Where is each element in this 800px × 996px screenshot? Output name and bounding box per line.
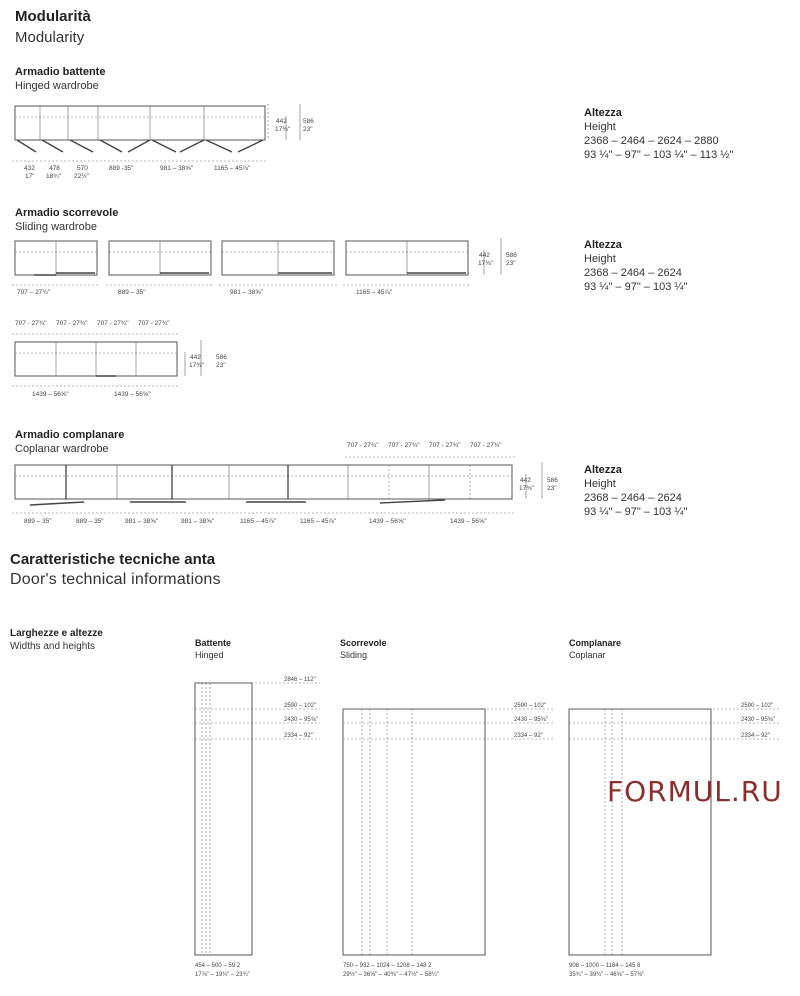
coplanar-depth-b-in: 23" [547, 485, 557, 492]
hinged-width-432: 432 [24, 165, 35, 172]
sliding-door-title-it: Scorrevole [340, 638, 387, 648]
coplanar-heights-mm: 2368 – 2464 – 2624 [584, 492, 682, 504]
sliding-depth-b: 586 [506, 252, 517, 259]
sliding-door-level-1: 2590 – 102" [514, 703, 547, 709]
coplanar-door-elevation [569, 709, 780, 955]
sliding-bottom-width-2: 1439 – 56⅝" [114, 391, 151, 398]
sliding-wardrobe-plans [12, 238, 501, 386]
sliding-depth-b-in: 23" [506, 260, 516, 267]
coplanar-top-width-2: 707 - 27¾" [388, 442, 420, 449]
coplanar-wardrobe-plan [12, 457, 542, 513]
sliding-bottom-width-1: 1439 – 56⅝" [32, 391, 69, 398]
sliding-heights-in: 93 ¼" – 97" – 103 ¼" [584, 281, 688, 293]
sliding-top-width-2: 707 - 27¾" [56, 320, 88, 327]
coplanar-width-3: 981 – 38⅝" [125, 518, 159, 525]
sliding4-depth-a-in: 17⅜" [189, 362, 204, 369]
modularity-title-en: Modularity [15, 29, 85, 46]
hinged-wardrobe-plan [12, 104, 300, 161]
sliding-depth-a-in: 17⅜" [478, 260, 493, 267]
sliding-title-en: Sliding wardrobe [15, 221, 97, 233]
coplanar-door-level-1: 2590 – 102" [741, 703, 774, 709]
sliding-door-widths-mm: 750 – 932 – 1024 – 1208 – 148 2 [343, 963, 432, 969]
sliding-door-level-3: 2334 – 92" [514, 733, 543, 739]
coplanar-title-it: Armadio complanare [15, 429, 125, 441]
coplanar-width-6: 1165 – 45⅞" [300, 518, 337, 525]
hinged-depth-a: 442 [276, 118, 287, 125]
sliding-door-widths-in: 29½" – 36⅝" – 40⅜" – 47½" – 58¼" [343, 972, 439, 978]
coplanar-door-title-en: Coplanar [569, 650, 606, 660]
hinged-door-title-it: Battente [195, 638, 232, 648]
coplanar-height-label-it: Altezza [584, 464, 622, 476]
coplanar-door-level-3: 2334 – 92" [741, 733, 770, 739]
sliding-width-707: 707 – 27¾" [17, 289, 51, 296]
hinged-depth-a-in: 17⅜" [275, 126, 290, 133]
widths-heights-title-it: Larghezze e altezze [10, 628, 103, 639]
hinged-heights-mm: 2368 – 2464 – 2624 – 2880 [584, 135, 719, 147]
coplanar-depth-a-in: 17⅜" [519, 485, 534, 492]
hinged-door-level-1: 2846 – 112" [284, 677, 316, 683]
coplanar-width-5: 1165 – 45⅞" [240, 518, 277, 525]
coplanar-heights-in: 93 ¼" – 97" – 103 ¼" [584, 506, 688, 518]
sliding4-depth-a: 442 [190, 354, 201, 361]
coplanar-width-4: 981 – 38⅝" [181, 518, 215, 525]
sliding-width-981: 981 – 38⅝" [230, 289, 264, 296]
hinged-depth-b-in: 23" [303, 126, 313, 133]
watermark: FORMUL.RU [607, 775, 783, 808]
sliding-height-label-en: Height [584, 253, 616, 265]
hinged-door-level-3: 2430 – 95⅝" [284, 717, 318, 723]
hinged-depth-b: 586 [303, 118, 314, 125]
hinged-door-widths-mm: 454 – 500 – 59 2 [195, 963, 241, 969]
sliding-width-1165: 1165 – 45⅞" [356, 289, 393, 296]
coplanar-title-en: Coplanar wardrobe [15, 443, 109, 455]
technical-title-en: Door's technical informations [10, 571, 221, 588]
hinged-door-level-4: 2334 – 92" [284, 733, 313, 739]
hinged-width-570-in: 22½" [74, 173, 89, 180]
sliding-width-889: 889 – 35" [118, 289, 146, 296]
sliding4-depth-b-in: 23" [216, 362, 226, 369]
hinged-door-widths-in: 17⅞" – 19¾" – 23¾" [195, 972, 250, 978]
sliding-top-width-1: 707 - 27¾" [15, 320, 47, 327]
hinged-width-432-in: 17" [25, 173, 35, 180]
sliding-height-label-it: Altezza [584, 239, 622, 251]
coplanar-top-width-4: 707 - 27¾" [470, 442, 502, 449]
sliding-title-it: Armadio scorrevole [15, 207, 119, 219]
modularity-title-it: Modularità [15, 8, 91, 25]
hinged-door-elevation [195, 683, 320, 955]
coplanar-depth-a: 442 [520, 477, 531, 484]
coplanar-door-widths-mm: 908 – 1000 – 1184 – 145 8 [569, 963, 641, 969]
hinged-door-title-en: Hinged [195, 650, 224, 660]
coplanar-door-level-2: 2430 – 95⅝" [741, 717, 775, 723]
sliding-top-width-4: 707 - 27¾" [138, 320, 170, 327]
hinged-width-1165: 1165 – 45⅞" [214, 165, 251, 172]
hinged-width-478-in: 18¾" [46, 173, 61, 180]
sliding-heights-mm: 2368 – 2464 – 2624 [584, 267, 682, 279]
hinged-width-478: 478 [49, 165, 60, 172]
sliding-door-level-2: 2430 – 95⅝" [514, 717, 548, 723]
hinged-heights-in: 93 ¼" – 97" – 103 ¼" – 113 ½" [584, 149, 734, 161]
coplanar-width-1: 889 – 35" [24, 518, 52, 525]
coplanar-door-title-it: Complanare [569, 638, 622, 648]
coplanar-door-widths-in: 35¾" – 39¾" – 46⅝" – 57⅜" [569, 972, 645, 978]
technical-title-it: Caratteristiche tecniche anta [10, 551, 216, 568]
hinged-title-it: Armadio battente [15, 66, 106, 78]
sliding-door-elevation [343, 709, 553, 955]
hinged-width-981: 981 – 38⅝" [160, 165, 194, 172]
hinged-width-570: 570 [77, 165, 88, 172]
sliding-depth-a: 442 [479, 252, 490, 259]
sliding4-depth-b: 586 [216, 354, 227, 361]
coplanar-depth-b: 586 [547, 477, 558, 484]
coplanar-width-7: 1439 – 56⅝" [369, 518, 406, 525]
sliding-door-title-en: Sliding [340, 650, 368, 660]
coplanar-top-width-3: 707 - 27¾" [429, 442, 461, 449]
coplanar-width-2: 889 – 35" [76, 518, 104, 525]
hinged-door-level-2: 2590 – 102" [284, 703, 317, 709]
coplanar-height-label-en: Height [584, 478, 616, 490]
widths-heights-title-en: Widths and heights [10, 641, 96, 652]
sliding-top-width-3: 707 - 27¾" [97, 320, 129, 327]
coplanar-width-8: 1439 – 56⅝" [450, 518, 487, 525]
hinged-width-889: 889 -35" [109, 165, 134, 172]
hinged-height-label-en: Height [584, 121, 616, 133]
hinged-title-en: Hinged wardrobe [15, 80, 99, 92]
hinged-height-label-it: Altezza [584, 107, 622, 119]
coplanar-top-width-1: 707 - 27¾" [347, 442, 379, 449]
